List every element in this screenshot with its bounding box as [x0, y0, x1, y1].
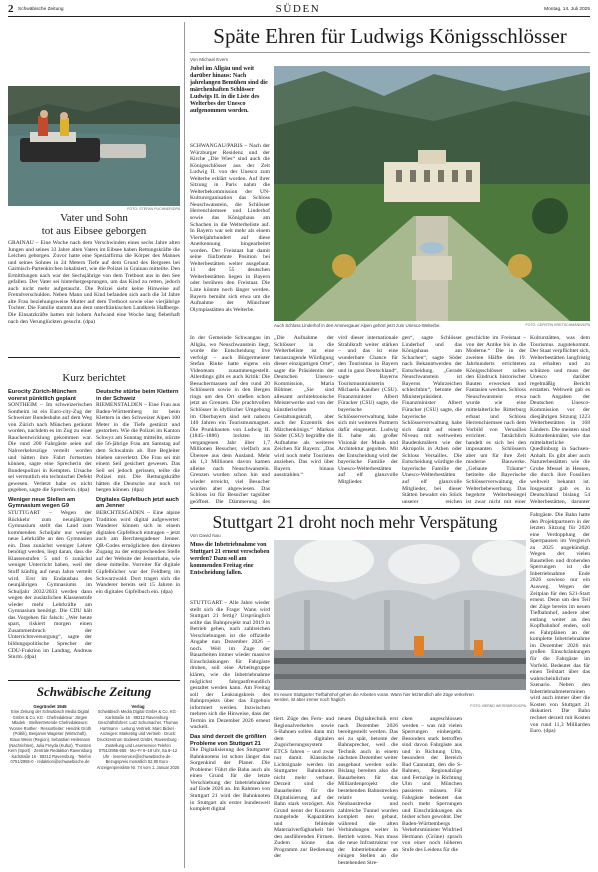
newspaper-logo: Schwäbische Zeitung — [36, 684, 152, 699]
rail-lower-col4b — [466, 716, 526, 866]
eibsee-photo-credit: FOTO: STEFAN PUCHNER/DPA — [127, 207, 180, 211]
eibsee-body: GRAINAU – Eine Woche nach dem Verschwinden eines sechs Jahre alten Jungen und seines 33 Jahre alten Vaters im Eibsee haben Rettungskräfte die Leichen geborgen. Zuvor hatte eine Spezialfirma die Körper des Mannes und seines Sohnes in 24 Metern Tiefe auf dem Grund des Bergsees bei Garmisch-Partenkirchen lokalisiert, wie die Polizei in Grainau mitteilte. Den Ermittlungen nach war der Sechsjährige von dem Tretboot aus in den See gefallen. Der Vater sei hinterhergesprungen, um das Kind zu retten, jedoch auch nicht mehr aufgetaucht. Die Polizei sieht keine Hinweise auf Fremdverschulden. Neben Mann und Kind befanden sich auch die 34 Jahre alte Frau beziehungsweise Mutter auf dem Tretboot sowie eine vierjährige Tochter. Die Familie stammt aus dem unterfränkischen Landkreis Haßberge. Die Einsatzkräfte hatten mit hohem Aufwand eine Woche lang fieberhaft nach den Verunglückten gesucht. (dpa) — [8, 240, 180, 325]
rail-col1 — [190, 600, 270, 866]
rail-lower-col5: Fahrgäste. Die Bahn hatte den Projektpartnern in der letzten Sitzung für 2026 eine Verdopplung der Sperrpausen im Vergleich zu 2025 angekündigt. Wegen der vielen Baustellen und drohenden Sperrungen ist die Inbetriebnahme Ende 2026 sowieso nur ein Ausweg. Wegen der Zeitplan für den S21-Start erneut. Denn um den Teil der Züge bereits im neuen Tiefbahnhof, andere aber entlang weiter an den Kopfbahnhof enden, soll es Fahrplänen an der komplette Inbetriebnahme im Dezember 2026 mit großen Einschränkungen für die Fahrgäste im Vorfeld. Bedeutet das für einen Teilstart über das wahrscheinlichste Szenario. Neben den Inbetriebnahmeterminen wird auch immer über die Kosten von Stuttgart 21 diskutiert. Die Bahn rechnet derzeit mit Kosten von rund 11,3 Milliarden Euro. (dpa) — [530, 512, 590, 735]
rail-subheadline: Das sind derzeit die größten Probleme von Stuttgart 21 — [190, 733, 267, 747]
rail-col1-text-b: Die Digitalisierung des Stuttgarter Bahnknotens ist schon länger das Sorgenkind der Planer. Die Probleme: Führt die Bahn auch als einen Grund für die letzte Verschiebung der Inbetriebnahme auf Ende 2026 an. Im Rahmen von Stuttgart 21 wird der Bahnknoten in Stuttgart als erster bundesweit komplett digital — [190, 747, 270, 813]
kurz-item-headline: Eurocity Zürich-München vorerst pünktlich geplant — [8, 389, 77, 402]
column-separator — [184, 22, 185, 868]
lead-lower-col3: gen“, sagte Schlösser Linderhof und das Königshaus am Schachen“, sagte Söder nach Bekanntwerden der Entscheidung. „Gerade Neuschwanstein ist Bayerns Wahrzeichen schlechthin“, betonte der Ministerpräsident. Finanzminister Albert Füracker (CSU) sagte, die bayerische Schlösserverwaltung habe sich damit auf einem Niveau mit weltweiten Baudenkmälern wie der Akropolis in Athen oder Schloss Versailles. Die Entscheidung würdigte die bayerische Familie der Unesco-Welterbestätten auf elf glanzvolle Mitglieder, bei dieser Stätten bewahrt ein Stück unserer reichen — [402, 335, 462, 505]
section-title: SÜDEN — [275, 3, 321, 15]
castle-garden-image — [274, 66, 590, 321]
kurz-col1 — [8, 389, 92, 675]
tiefbahnhof-photo — [274, 540, 526, 690]
tiefbahnhof-caption: Im neuen Stuttgarter Tiefbahnhof gehen die Arbeiten voran. Wann hier letztendlich alle Züge verkehren werden, ist aber immer noch fraglich. — [274, 692, 474, 703]
kurz-item-headline: Deutsche stürbe beim Klettern in der Schweiz — [96, 389, 179, 402]
tiefbahnhof-credit: FOTO: BERND WEISSBROD/DPA — [470, 704, 526, 708]
eibsee-headline — [8, 212, 180, 237]
linderhof-credit: FOTO: CERSTIN KRETSCHMANN/DPA — [525, 323, 590, 327]
kurz-item-text: RIEMENSTALDEN – Eine Frau aus Baden-Württemberg ist beim Klettern in den Schweizer Alpen 100 Meter in die Tiefe gestürzt und gestorben. Wie die Polizei im Kanton Schwyz am Sonntag mitteilte, stürzte die 56-jährige Frau am Samstag auf dem Schwalmis ab. Ihre Begleiter blieben unverletzt. Die Frau sei mit einem Seil gesichert gewesen. Das Seil sei jedoch gerissen, teilte die Polizei mit. Die Rettungskräfte hätten die Deutsche nur noch tot bergen können. (dpa) — [96, 402, 180, 494]
kurz-item-text: BERCHTESGADEN – Eine alpine Tradition wird digital aufgewertet: Wanderer können sich in einem digitalen Gipfelbuch eintragen – jetzt auch am Berchtesgadener Jenner. QR-Codes ermöglichen den direkten Zugang zu der entsprechenden Stelle auf der Website der Jennerbahn, wie diese mitteilte. Vorreiter für digitale Gipfelbücher war der Feldberg im Schwarzwald. Dort tragen sich die Wanderer bereits seit 15 Jahren in ein digitales Gipfelbuch ein. (dpa) — [96, 510, 180, 595]
rail-top-rule — [190, 508, 590, 509]
rail-lower-col2: tiert. Züge des Fern- und Regionalverkehrs sowie S-Bahnen sollen dann mit dem digitalen Zugsicherungssystem ETCS fahren – und zwar nur damit. Klassische Lichtsignale werden im Stuttgarter Bahnknoten nicht mehr verbaut. Derzeit sind die Bauarbeiten für die Digitalisierung auf der Bahn stark verzögert. Als Grund nennt der Konzern mangelnde Kapazitäten und fehlende Materialverfügbarkeit bei den ausführenden Firmen. Zudem könne das Programm zur Bedienung der — [274, 716, 334, 860]
rail-col1-text: STUTTGART – Alle Jahre wieder stellt sich die Frage: Wann wird Stuttgart 21 fertig? Ursprünglich sollte das Bahnprojekt mal 2019 in Betrieb gehen, nach zahlreichen Verschiebungen ist die offizielle Angabe nun Dezember 2026 – noch. Weil im Zuge der Bauarbeiten immer wieder massive Einschränkungen für Fahrgäste drohen, soll eine Arbeitsgruppe klären, wie die Inbetriebnahme möglichst fahrgastfreundlich gestaltet werden kann. Am Freitag soll der Lenkungskreis des Bahnprojekts über das Ergebnis informiert werden. Inzwischen mehren sich die Hinweise, dass der Termin im Dezember 2026 erneut wackelt. — [190, 600, 270, 731]
lead-col1: SCHWANGAU/PARIS – Nach der Würzburger Residenz und der Kirche „Die Wies“ sind auch die Königsschlösser aus der Zeit Ludwig II. von der Unesco zum Welterbe erklärt worden. Auf ihrer Sitzung in Paris nahm die Welterbekommission der UN-Kulturorganisation das Schloss Neuschwanstein, die Schlösser Herrenchiemsee und Linderhof sowie das Königshaus am Schachen in die Welterbeliste auf. In Bayern war seit mehr als einem Vierteljahrhundert auf diese Anerkennung hingearbeitet worden. Der Freistaat hat damit seine fünfzehnte Position bei Welterbestätten weiter ausgebaut. 11 der 55 deutschen Welterbestätten liegen in Bayern oder berühren den Freistaat. Die Liste könnte noch länger werden. Bayern bemüht sich etwa um die Aufnahme der Münchner Olympiastätten als Welterbe. — [190, 143, 270, 313]
kurz-col2 — [96, 389, 180, 675]
lead-lower-col1: „Die Aufnahme der Schlösser in die Welterbeliste ist eine herausragende Würdigung dieser einzigartigen Orte“, sagte die Präsidentin der Deutschen Unesco-Kommission, Maria Böhmer. „Sie sind allesamt architektonische Meisterwerke und von der künstlerischen Gestaltungskraft, aber auch der Exzentrik des Märchenkönigs.“ Markus Söder (CSU) begrüßte die Aufnahme als weiteres Zeichen für Bayern: „Das wird noch mehr Touristen anziehen. Das wird über Bayern hinaus ausstrahlen.“ — [274, 335, 334, 479]
kurz-item-headline: Digitales Gipfelbuch jetzt auch am Jenner — [96, 496, 179, 510]
linderhof-photo — [274, 66, 590, 321]
rail-author: Von David Nau — [190, 533, 221, 538]
lake-boat-image — [8, 86, 180, 206]
kurz-item-headline: Weniger neue Stellen am Gymnasium wegen G9 — [8, 496, 76, 510]
impressum-col1-text: Eine Zeitung der Schwäbisch Media Digital GmbH & Co. KG · Chefredakteur: Jürgen Mladek · Stellvertretende Chefredakteure: Yvonne Roither · Ressortleiter: Hendrik Groth (Politik), Benjamin Wagener (Wirtschaft), Klaus Weiss (Region), Sebastian Heilemann (Nachrichten), Julia Freyda (Kultur), Thorsten Kern (Sport) · Zentrale Redaktion Ravensburg · Karlstraße 16 · 88212 Ravensburg · Telefon 0751/2955-0 · redaktion@schwaebische.de — [8, 709, 92, 765]
lead-headline-rule — [190, 52, 590, 53]
lead-lower-col5: Kulturstätten, was dem Tourismus zugutekommt. Der Staat verpflichtet sich, Welterbestätten langfristig zu erhalten und zu schützen und muss der Unesco darüber regelmäßig Bericht erstatten. Weltweit gab es nach Angaben der Deutschen Unesco-Kommission vor der diesjährigen Sitzung 1223 Welterbestätten in 168 Ländern. Die meisten sind Kulturdenkmäler, wie das mittelalterliche Quedlinburg in Sachsen-Anhalt. Es gibt aber auch Naturerbestätten wie die Grube Messel in Hessen, die durch ihre Fossilien weltweit bekannt ist. Insgesamt gab es in Deutschland bislang 54 Welterbestätten, darunter — [530, 335, 590, 505]
impressum-col2 — [96, 704, 180, 866]
impressum-col1 — [8, 704, 92, 866]
station-construction-image — [274, 540, 526, 690]
eibsee-headline-line1: Vater und Sohn — [60, 212, 128, 224]
eibsee-photo — [8, 86, 180, 206]
impressum-rule — [8, 680, 180, 681]
rail-intro: Muss die Inbetriebnahme von Stuttgart 21 erneut verschoben werden? Dazu soll am kommenden Freitag eine Entscheidung fallen. — [190, 542, 270, 576]
lead-lower-col2: vird dieser internationale Strahlkraft weiter stärken – und das ist eine wunderbare Chance für den Tourismus in Bayern und in ganz Deutschland“, sagte Bayerns Tourismusministerin Michaela Kaniber (CSU). Finanzminister Albert Füracker (CSU) sagte, die bayerische Schlösserverwaltung habe sich mit weiteren Partnern dafür eingesetzt. Ludwig II. habe als großer Visionär der Musik und Architektur gegolten. Mit der Entscheidung wird der bayerische Familie der Unesco-Welterbestätten auf elf glanzvolle Mitglieder. — [338, 335, 398, 486]
rail-lower-col3: neuen Digitaltechnik erst nach Dezember 2026 bereitgestellt werden. Das sei zu spät, betonte der Bahnsprecher, weil die Technik auch in einem nächsten Dezember weiter ausgebaut werden solle. Bislang bereiten also die Bauarbeiten für das Milliardenprojekt die bestehenden Bahnstrecken relativ wenig. Neubaustrecke und zahlreiche Tunnel wurden komplett neu gebaut, während die alten Verbindungen weiter in Betrieb waren. Nun muss die neue Infrastruktur vor der Inbetriebnahme an einigen Stellen an die bestehenden Stre- — [338, 716, 398, 866]
lead-col2: In der Gemeinde Schwangau im Allgäu, wo Neuschwanstein liegt, wurde die Entscheidung live verfolgt – auch Bürgermeister Stefan Rinke hatte eigens ein Videoteam zusammengestellt. Allerdings gibt es auch Kritik: Die Besuchermassen auf den rund 20 Schlössern sowie in den Bergen rings um den Ort stießen schon jetzt an Grenzen. Die prachtvollen Schlösser in idyllischer Umgebung im Oberbayern sind seit nahezu 140 Jahren ein Tourismusmagnet. Die Prunkbauten von Ludwig II. (1845–1886) lockten im vergangenen Jahr über 1,7 Millionen Besucher, vielfach aus Übersee aus dem Ausland. Mehr als 1,3 Millionen davon kamen alleine nach Neuschwanstein. Grenzen wurden schon hin und wieder erreicht, viel Besucher wurden aber abgewiesen. Das Schloss ist für Besucher tagsüber geöffnet. Die Dämmerung des — [190, 335, 270, 505]
kurz-top-rule — [8, 357, 180, 358]
issue-date: Montag, 14. Juli 2025 — [544, 7, 590, 12]
lead-headline: Späte Ehren für Ludwigs Königsschlösser — [213, 24, 567, 48]
page-number: 2 — [8, 3, 14, 15]
kurz-item-text: STUTTGART – Wegen der Rückkehr zum neunjährigen Gymnasium stellt das Land zum kommenden Schuljahr nur wenige neue Lehrkräfte an den Gymnasien ein. Dass zunächst weniger Lehrer benötigt werden, liegt daran, dass die Klassenstufen 5 und 6 zunächst weniger Unterricht haben, weil der Stoff künftig auf neun Jahre verteilt wird. Erst im Endausbau des neunjährigen Gymnasiums im Schuljahr 2032/2033 werden dann wegen der zusätzlichen Klassenstufe wieder mehr Lehrkräfte am Gymnasium benötigt. Die CDU hält das Vorgehen für falsch: „Wer heute spart, riskiert morgen einen Zusammenbruch der Unterrichtsversorgung“, sagte der bildungspolitische Sprecher der CDU-Fraktion im Landtag, Andreas Sturm. (dpa) — [8, 510, 92, 661]
lead-intro: Jubel im Allgäu und weit darüber hinaus: Nach jahrelangen Bemühen sind die märchenhaften Schlösser Ludwigs II. in die Liste des Welterbes der Unesco aufgenommen worden. — [190, 66, 268, 114]
linderhof-caption: Auch Schloss Linderhof in den Ammergauer Alpen gehört jetzt zum Unesco-Welterbe. — [274, 323, 441, 328]
rail-headline: Stuttgart 21 droht noch mehr Verspätung — [212, 512, 498, 532]
impressum-col2-text: Schwäbisch Media Digital GmbH & Co. KG · Karlstraße 16 · 88212 Ravensburg · Geschäftsführer: Lutz Schumacher, Thomas Hartmann · Leitung Vertrieb: Marc Bickel · Anzeigen: Marketing und Vertrieb · Druck: Druckzentrum Südwest GmbH, Ravensburg · Zustellung und Leserservice Telefon 0751/2955-555 · Mo–Fr 6–18 Uhr, Sa 6–12 Uhr · leserservice@schwaebische.de · Bezugspreis monatlich 52,90 Euro · Anzeigenpreisliste Nr. 74 vom 1. Januar 2025 — [96, 709, 180, 770]
header-rule — [8, 16, 590, 17]
page-header — [8, 4, 590, 16]
lead-author: Von Michael Evers — [190, 57, 229, 62]
lead-lower-col4: geschichte im Freistaat – von der Antike bis in die Moderne.“ Die in der zweiten Hälfte des 19. Jahrhunderts errichteten Königsschlösser sollen den Eindruck historischer Bauten erwecken und Fantasien wecken. Schloss Neuschwanstein etwa wurde wie eine mittelalterliche Ritterburg erbaut und Schloss Herrenchiemsee nach dem Vorbild von Versailles errichtet. Tatsächlich handelt es sich bei den imposanten Schlössern aber um für ihre Zeit moderne Bauwerke. „Gebaute Träume“ betitelte die Bayerische Schlösserverwaltung die Welterbebewerbung. Das begehrte Welterbesiegel ist zwar nicht mit einer — [466, 335, 526, 505]
kurz-berichtet-heading: Kurz berichtet — [62, 372, 126, 384]
eibsee-headline-line2: tot aus Eibsee geborgen — [41, 224, 147, 237]
paper-name: Schwäbische Zeitung — [18, 7, 64, 12]
impressum-col2-title: Verlag — [131, 704, 145, 709]
kurz-item-text: SONTHEIM – Im schweizerischen Sontheim ist ein Euro-city-Zug der Schweizer Bundesbahn auf dem Weg von Zürich nach München geräumt worden, nachdem es im Zug zu einer Rauchentwicklung gekommen war. Die rund 200 Fahrgäste seien auf Nahverkehrszüge verteilt worden und hätten ihre Fahrt fortsetzen können, sagte eine Sprecherin der Bundespolizei in Kempten. Ursache sei vermutlich ein technischer Defekt gewesen. Verletzt habe es nicht gegeben, sagte die Sprecherin. (dpa) — [8, 402, 92, 494]
impressum-col1-title: Gegründet 1945 — [33, 704, 67, 709]
rail-lower-col4: cken angeschlossen werden – was mit vielen Sperrungen einhergeht. Besonders stark betroffen sind davon Fahrgäste aus und in Richtung Ulm, besonders der Bereich Bad Cannstatt, den die S-Bahnen, Regionalzüge und Fernzüge in Richtung Ulm und München passieren müssen. Für Fahrgäste bedeutet das noch mehr Sperrungen und Einschränkungen als bisher schon gewohnt. Der Baden-Württembergs Verkehrsminister Winfried Hermann (Grüne) sprach von einer noch höheren Stufe des Leidens für die — [402, 716, 462, 853]
